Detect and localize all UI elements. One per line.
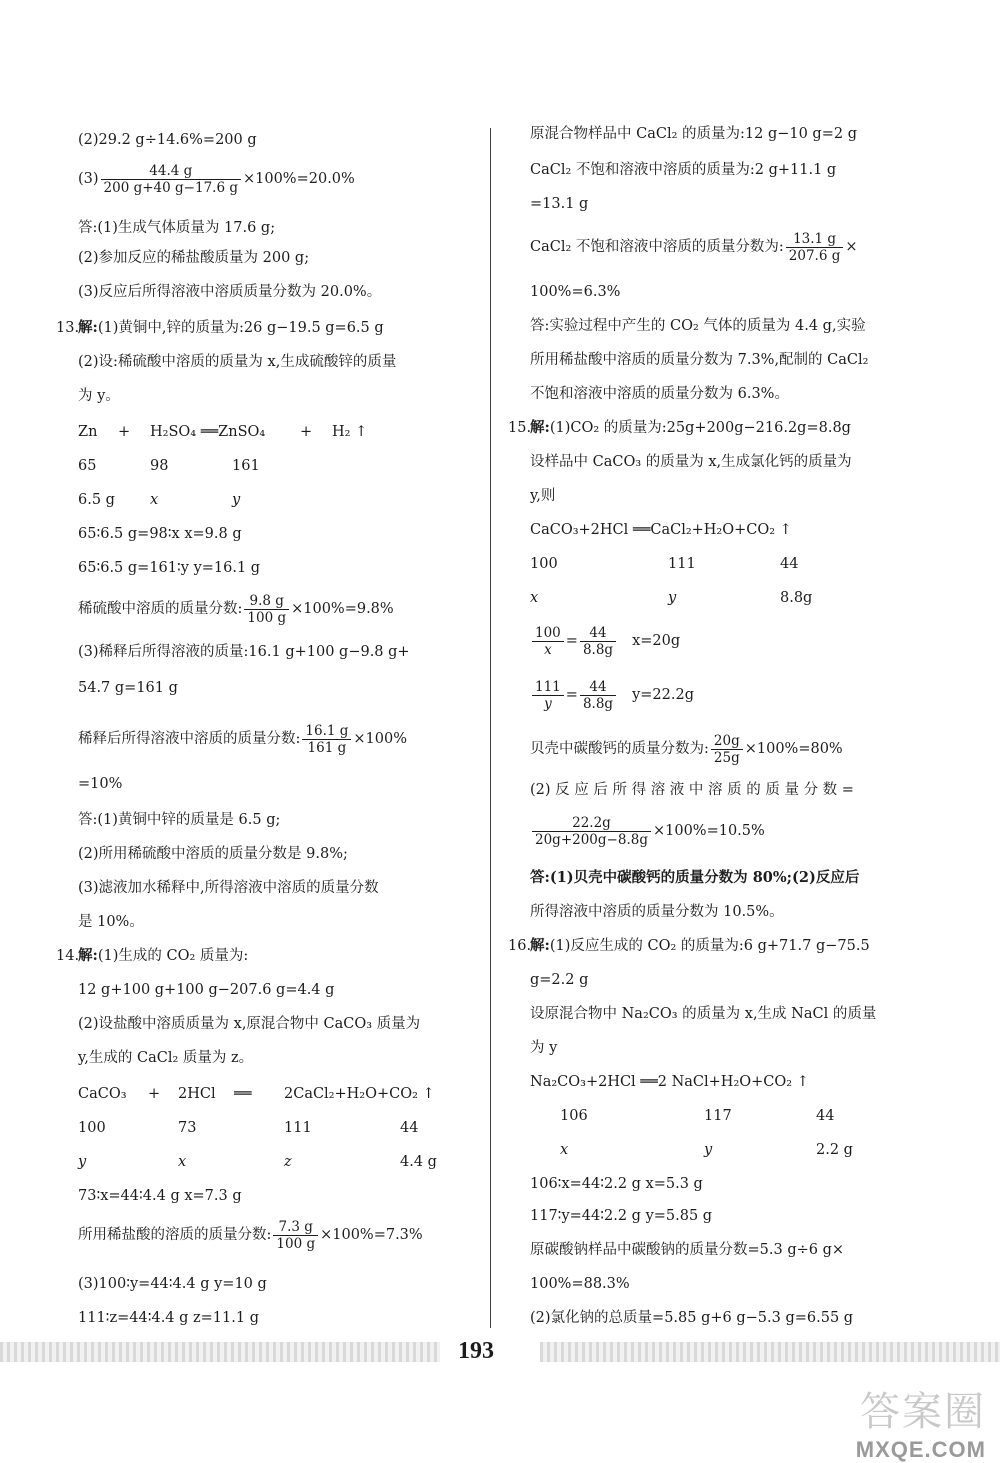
proportion-line: (3)100∶y=44∶4.4 g y=10 g xyxy=(78,1276,267,1292)
value-row xyxy=(56,1152,476,1172)
molar-mass: 44 xyxy=(780,556,799,572)
text-line: (2)29.2 g÷14.6%=200 g xyxy=(78,132,257,148)
text-line: (3) xyxy=(78,171,99,187)
denominator: 8.8g xyxy=(582,641,614,658)
proportion-line: 117∶y=44∶2.2 g y=5.85 g xyxy=(530,1208,713,1224)
answer-line: (3)滤液加水稀释中,所得溶液中溶质的质量分数 xyxy=(78,880,379,896)
result: y=22.2g xyxy=(632,687,694,703)
watermark-url: MXQE.COM xyxy=(855,1437,986,1462)
answer-line: (3)反应后所得溶液中溶质质量分数为 20.0%。 xyxy=(78,284,382,300)
proportion-line xyxy=(508,622,680,660)
answer-line: 所得溶液中溶质的质量分数为 10.5%。 xyxy=(530,904,784,920)
denominator: 20g+200g−8.8g xyxy=(535,831,648,848)
fraction xyxy=(532,625,564,658)
text-line: ×100%=80% xyxy=(744,741,843,757)
question-number: 16. xyxy=(508,938,532,954)
mass-row xyxy=(508,1106,938,1126)
known-value: 2.2 g xyxy=(816,1142,853,1158)
molar-mass: 111 xyxy=(668,556,696,572)
text-line: ×100%=20.0% xyxy=(242,171,355,187)
denominator: y xyxy=(544,695,552,712)
text-line: (1)反应生成的 CO₂ 的质量为:6 g+71.7 g−75.5 xyxy=(549,938,870,954)
known-value: 8.8g xyxy=(780,590,813,606)
numerator: 20g xyxy=(711,733,743,750)
denominator: x xyxy=(544,641,552,658)
text-line: 稀释后所得溶液中溶质的质量分数: xyxy=(78,731,301,747)
proportion-line xyxy=(508,676,694,714)
proportion-line: 73∶x=44∶4.4 g x=7.3 g xyxy=(78,1188,242,1204)
equation-term: + xyxy=(118,424,131,440)
footer-decoration-right xyxy=(540,1342,1000,1362)
text-line: =10% xyxy=(78,776,123,792)
answer-line: 不饱和溶液中溶质的质量分数为 6.3%。 xyxy=(530,386,789,402)
unknown-value: y xyxy=(78,1154,87,1170)
molar-mass: 100 xyxy=(78,1120,106,1136)
unknown-value: y xyxy=(704,1142,713,1158)
equation-term: H₂SO₄ ══ZnSO₄ xyxy=(150,424,266,440)
proportion-line: 106∶x=44∶2.2 g x=5.3 g xyxy=(530,1176,703,1192)
fraction xyxy=(101,163,241,196)
fraction-line xyxy=(508,730,843,768)
chemical-equation xyxy=(56,422,368,442)
proportion-line: 111∶z=44∶4.4 g z=11.1 g xyxy=(78,1310,259,1326)
fraction xyxy=(273,1219,318,1252)
text-line: 12 g+100 g+100 g−207.6 g=4.4 g xyxy=(78,982,335,998)
numerator: 9.8 g xyxy=(244,593,289,610)
solution-label: 解: xyxy=(530,419,550,436)
answer-line: (2)参加反应的稀盐酸质量为 200 g; xyxy=(78,250,310,266)
unknown-value: y xyxy=(232,492,241,508)
question-number: 13. xyxy=(56,320,80,336)
mass-row xyxy=(56,1118,476,1138)
proportion-line: 65∶6.5 g=161∶y y=16.1 g xyxy=(78,560,261,576)
text-line: ×100% xyxy=(353,731,407,747)
numerator: 44.4 g xyxy=(101,163,241,180)
numerator: 44 xyxy=(580,679,616,696)
denominator: 207.6 g xyxy=(788,247,841,264)
numerator: 7.3 g xyxy=(273,1219,318,1236)
answer-line: 是 10%。 xyxy=(78,914,144,930)
answer-line: 答:实验过程中产生的 CO₂ 气体的质量为 4.4 g,实验 xyxy=(530,318,866,334)
text-line: ×100%=9.8% xyxy=(291,601,394,617)
answer-line: 答:(1)贝壳中碳酸钙的质量分数为 80%;(2)反应后 xyxy=(530,869,860,886)
text-line: (1)黄铜中,锌的质量为:26 g−19.5 g=6.5 g xyxy=(97,320,384,336)
molar-mass: 44 xyxy=(816,1108,835,1124)
value-row xyxy=(508,588,938,608)
molar-mass: 106 xyxy=(560,1108,588,1124)
answer-line: 答:(1)生成气体质量为 17.6 g; xyxy=(78,220,276,236)
chemical-equation xyxy=(56,1084,476,1104)
denominator: 100 g xyxy=(247,609,287,626)
chemical-equation: Na₂CO₃+2HCl ══2 NaCl+H₂O+CO₂ ↑ xyxy=(530,1074,809,1090)
text-line: y,则 xyxy=(530,488,556,504)
result: x=20g xyxy=(632,633,681,649)
text-line: (1)CO₂ 的质量为:25g+200g−216.2g=8.8g xyxy=(549,420,851,436)
molar-mass: 117 xyxy=(704,1108,732,1124)
text-line: ×100%=10.5% xyxy=(652,823,765,839)
text-line: 原碳酸钠样品中碳酸钠的质量分数=5.3 g÷6 g× xyxy=(530,1242,845,1258)
text-line: 100%=6.3% xyxy=(530,284,621,300)
text-line: (2)设:稀硫酸中溶质的质量为 x,生成硫酸锌的质量 xyxy=(78,354,397,370)
unknown-value: z xyxy=(284,1154,292,1170)
text-line: × xyxy=(845,239,858,255)
numerator: 111 xyxy=(532,679,564,696)
equation-term: H₂ ↑ xyxy=(332,424,368,440)
text-line: (2)设盐酸中溶质质量为 x,原混合物中 CaCO₃ 质量为 xyxy=(78,1016,421,1032)
text-line: y,生成的 CaCl₂ 质量为 z。 xyxy=(78,1050,254,1066)
question-15-heading xyxy=(508,418,851,438)
unknown-value: y xyxy=(668,590,677,606)
footer-decoration-left xyxy=(0,1342,440,1362)
question-number: 15. xyxy=(508,420,532,436)
text-line: 稀硫酸中溶质的质量分数: xyxy=(78,601,243,617)
text-line: 设原混合物中 Na₂CO₃ 的质量为 x,生成 NaCl 的质量 xyxy=(530,1006,877,1022)
question-13-heading xyxy=(56,318,384,338)
fraction xyxy=(580,679,616,712)
molar-mass: 73 xyxy=(178,1120,197,1136)
fraction-line xyxy=(56,720,407,758)
text-line: (2)氯化钠的总质量=5.85 g+6 g−5.3 g=6.55 g xyxy=(530,1310,854,1326)
numerator: 100 xyxy=(532,625,564,642)
text-line: 100%=88.3% xyxy=(530,1276,630,1292)
equation-term: 2HCl xyxy=(178,1086,216,1102)
text-line: (3)稀释后所得溶液的质量:16.1 g+100 g−9.8 g+ xyxy=(78,644,410,660)
molar-mass: 161 xyxy=(232,458,260,474)
text-line: (1)生成的 CO₂ 质量为: xyxy=(97,948,249,964)
column-divider xyxy=(490,128,491,1328)
text-line: 为 y。 xyxy=(78,388,120,404)
proportion-line: 65∶6.5 g=98∶x x=9.8 g xyxy=(78,526,242,542)
unknown-value: x xyxy=(178,1154,187,1170)
question-number: 14. xyxy=(56,948,80,964)
question-16-heading xyxy=(508,936,870,956)
unknown-value: x xyxy=(150,492,159,508)
molar-mass: 65 xyxy=(78,458,97,474)
solution-label: 解: xyxy=(78,947,98,964)
molar-mass: 100 xyxy=(530,556,558,572)
equation-term: + xyxy=(300,424,313,440)
fraction xyxy=(532,815,651,848)
text-line: =13.1 g xyxy=(530,196,589,212)
fraction xyxy=(532,679,564,712)
fraction-line xyxy=(508,228,858,266)
denominator: 161 g xyxy=(307,739,347,756)
value-row xyxy=(56,490,476,510)
text-line: 所用稀盐酸的溶质的质量分数: xyxy=(78,1227,272,1243)
solution-label: 解: xyxy=(78,319,98,336)
watermark xyxy=(856,1380,986,1463)
equation-term: ══ xyxy=(234,1086,252,1102)
numerator: 13.1 g xyxy=(786,231,844,248)
value-row xyxy=(508,1140,938,1160)
text-line: 设样品中 CaCO₃ 的质量为 x,生成氯化钙的质量为 xyxy=(530,454,852,470)
fraction-line xyxy=(56,1216,423,1254)
answer-line: 答:(1)黄铜中锌的质量是 6.5 g; xyxy=(78,812,281,828)
answer-line: 所用稀盐酸中溶质的质量分数为 7.3%,配制的 CaCl₂ xyxy=(530,352,869,368)
unknown-value: x xyxy=(530,590,539,606)
fraction xyxy=(711,733,743,766)
chemical-equation: CaCO₃+2HCl ══CaCl₂+H₂O+CO₂ ↑ xyxy=(530,522,792,538)
text-line: 贝壳中碳酸钙的质量分数为: xyxy=(530,741,709,757)
solution-label: 解: xyxy=(530,937,550,954)
molar-mass: 98 xyxy=(150,458,169,474)
text-line: ×100%=7.3% xyxy=(320,1227,423,1243)
text-line: CaCl₂ 不饱和溶液中溶质的质量分数为: xyxy=(530,239,784,255)
page-number: 193 xyxy=(458,1338,494,1364)
denominator: 25g xyxy=(713,749,740,766)
fraction-line xyxy=(56,590,394,628)
fraction xyxy=(244,593,289,626)
denominator: 8.8g xyxy=(582,695,614,712)
equation-term: + xyxy=(148,1086,161,1102)
known-value: 4.4 g xyxy=(400,1154,437,1170)
molar-mass: 111 xyxy=(284,1120,312,1136)
numerator: 44 xyxy=(580,625,616,642)
text-line: 54.7 g=161 g xyxy=(78,680,178,696)
equation-term: Zn xyxy=(78,424,98,440)
unknown-value: x xyxy=(560,1142,569,1158)
answer-line: (2)所用稀硫酸中溶质的质量分数是 9.8%; xyxy=(78,846,348,862)
numerator: 22.2g xyxy=(532,815,651,832)
mass-row xyxy=(508,554,938,574)
text-line: g=2.2 g xyxy=(530,972,589,988)
text-line: (2) 反 应 后 所 得 溶 液 中 溶 质 的 质 量 分 数 = xyxy=(530,782,854,798)
equation-term: 2CaCl₂+H₂O+CO₂ ↑ xyxy=(284,1086,435,1102)
fraction xyxy=(302,723,351,756)
numerator: 16.1 g xyxy=(302,723,351,740)
known-value: 6.5 g xyxy=(78,492,115,508)
mass-row xyxy=(56,456,476,476)
denominator: 100 g xyxy=(276,1235,316,1252)
molar-mass: 44 xyxy=(400,1120,419,1136)
text-line: 原混合物样品中 CaCl₂ 的质量为:12 g−10 g=2 g xyxy=(530,126,857,142)
equals-sign: = xyxy=(565,687,578,703)
text-line: 为 y xyxy=(530,1040,558,1056)
fraction xyxy=(580,625,616,658)
equals-sign: = xyxy=(565,633,578,649)
text-line: CaCl₂ 不饱和溶液中溶质的质量为:2 g+11.1 g xyxy=(530,162,837,178)
fraction-line xyxy=(56,160,355,198)
fraction xyxy=(786,231,844,264)
denominator: 200 g+40 g−17.6 g xyxy=(103,179,238,196)
watermark-title: 答案圈 xyxy=(860,1389,986,1435)
question-14-heading xyxy=(56,946,248,966)
equation-term: CaCO₃ xyxy=(78,1086,127,1102)
fraction-line xyxy=(508,812,765,850)
